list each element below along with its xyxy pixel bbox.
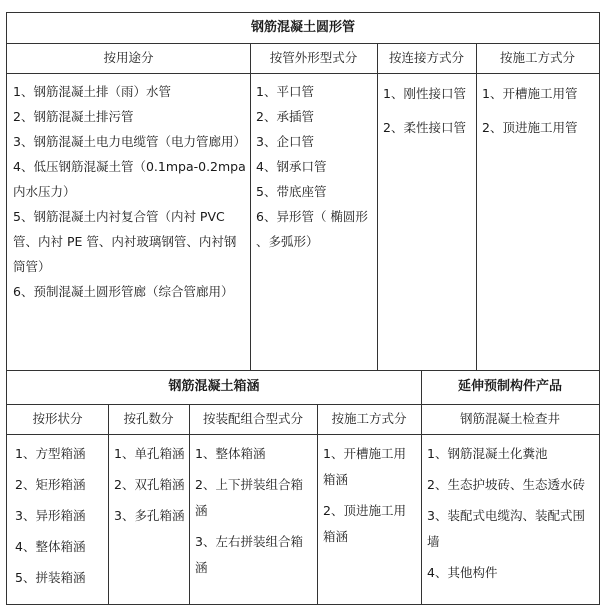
list-item: 2、生态护坡砖、生态透水砖 [427,477,585,492]
list-item: 1、整体箱涵 [195,446,266,461]
rule-pipe-col2 [377,43,378,370]
pipe-by-connection-list [383,85,475,142]
list-item: 2、双孔箱涵 [114,477,185,492]
list-item: 2、顶进施工用箱涵 [323,503,406,544]
list-item: 2、柔性接口管 [383,120,466,135]
list-item: 5、拼装箱涵 [15,570,86,585]
culvert-by-holes-list [114,441,188,534]
list-item: 1、刚性接口管 [383,86,466,101]
list-item: 5、钢筋混凝土内衬复合管（内衬 PVC 管、内衬 PE 管、内衬玻璃钢管、内衬钢筒管） [13,209,237,274]
list-item: 3、左右拼装组合箱涵 [195,534,303,575]
pipe-title: 钢筋混凝土圆形管 [250,20,355,35]
list-item: 3、钢筋混凝土电力电缆管（电力管廊用） [13,134,246,149]
culvert-header-by-construction: 按施工方式分 [331,411,407,426]
rule-extension-col [421,370,422,604]
list-item: 2、矩形箱涵 [15,477,86,492]
list-item: 5、带底座管 [256,184,327,199]
list-item: 3、装配式电缆沟、装配式围墙 [427,508,585,549]
rule-culvert-title-bottom [7,404,599,405]
list-item: 1、方型箱涵 [15,446,86,461]
list-item: 6、预制混凝土圆形管廊（综合管廊用） [13,284,234,299]
extension-header: 钢筋混凝土检查井 [459,411,560,426]
extension-title: 延伸预制构件产品 [457,379,562,394]
pipe-header-by-use: 按用途分 [103,50,154,65]
list-item: 2、承插管 [256,109,314,124]
rule-pipe-col1 [250,43,251,370]
list-item: 2、上下拼装组合箱涵 [195,477,303,518]
culvert-header-by-assembly: 按装配组合型式分 [202,411,303,426]
rule-culvert-col3 [317,404,318,604]
culvert-by-shape-list [15,441,107,596]
rule-title-bottom [7,43,599,44]
list-item: 2、钢筋混凝土排污管 [13,109,134,124]
list-item: 1、开槽施工用管 [482,86,578,101]
list-item: 4、低压钢筋混凝土管（0.1mpa-0.2mpa 内水压力） [13,159,246,199]
list-item: 1、钢筋混凝土化糞池 [427,446,548,461]
extension-list [427,441,597,591]
list-item: 1、平口管 [256,84,314,99]
list-item: 6、异形管（ 椭圆形 、多弧形） [256,209,368,249]
rule-pipe-header-bottom [7,73,599,74]
rule-culvert-col2 [189,404,190,604]
culvert-header-by-holes: 按孔数分 [123,411,174,426]
rule-culvert-col1 [108,404,109,604]
list-item: 4、钢承口管 [256,159,327,174]
product-classification-table [6,12,600,605]
list-item: 3、异形箱涵 [15,508,86,523]
list-item: 1、钢筋混凝土排（雨）水管 [13,84,171,99]
list-item: 2、顶进施工用管 [482,120,578,135]
list-item: 3、多孔箱涵 [114,508,185,523]
culvert-title: 钢筋混凝土箱涵 [168,379,260,394]
list-item: 1、开槽施工用箱涵 [323,446,406,487]
pipe-header-by-shape: 按管外形型式分 [269,50,358,65]
rule-pipe-bottom [7,370,599,371]
pipe-by-shape-list [256,79,374,254]
pipe-by-construction-list [482,85,598,142]
pipe-header-by-construction: 按施工方式分 [499,50,575,65]
pipe-header-by-connection: 按连接方式分 [388,50,464,65]
list-item: 3、企口管 [256,134,314,149]
culvert-by-construction-list [323,441,415,555]
culvert-by-assembly-list [195,441,307,586]
culvert-header-by-shape: 按形状分 [32,411,83,426]
pipe-by-use-list [13,79,247,304]
list-item: 4、整体箱涵 [15,539,86,554]
list-item: 1、单孔箱涵 [114,446,185,461]
list-item: 4、其他构件 [427,565,498,580]
rule-pipe-col3 [476,43,477,370]
rule-culvert-header-bottom [7,434,599,435]
